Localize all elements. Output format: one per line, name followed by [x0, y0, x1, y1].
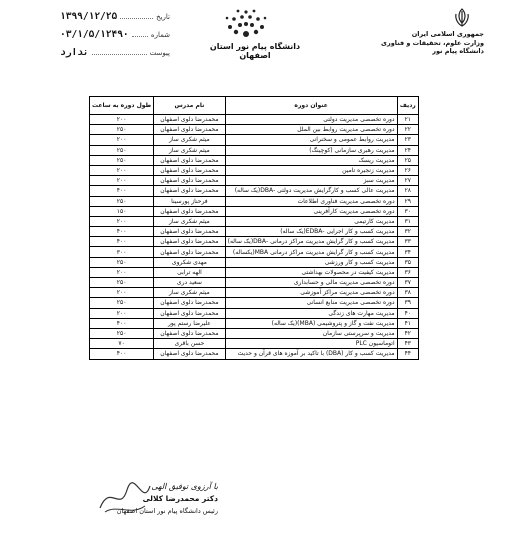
- course-title: مدیریت کسب و کار (DBA) با تاکید بر آموزه های قرآن و حدیث: [225, 349, 397, 359]
- header-duration: طول دوره به ساعت: [90, 97, 154, 115]
- signature-block: [98, 482, 218, 515]
- course-title: مدیریت و سرپرستی سازمان: [225, 328, 397, 338]
- table-row: [90, 318, 419, 328]
- course-duration: ۲۵۰: [90, 278, 154, 288]
- course-duration: ۴۰۰: [90, 318, 154, 328]
- teacher-name: محمدرضا دلوی اصفهان: [154, 165, 225, 175]
- teacher-name: محمدرضا دلوی اصفهان: [154, 298, 225, 308]
- row-number: ۳۶: [397, 267, 418, 277]
- table-row: [90, 349, 419, 359]
- teacher-name: محمدرضا دلوی اصفهان: [154, 206, 225, 216]
- table-row: [90, 328, 419, 338]
- course-title: مدیریت کارتیمی: [225, 216, 397, 226]
- table-row: [90, 216, 419, 226]
- table-row: [90, 298, 419, 308]
- row-number: ۲۴: [397, 145, 418, 155]
- number-label: شماره: [150, 31, 170, 39]
- teacher-name: الهه ترابی: [154, 267, 225, 277]
- course-duration: ۳۰۰: [90, 247, 154, 257]
- table-body: [90, 115, 419, 360]
- ministry-line-1: جمهوری اسلامی ایران: [411, 30, 484, 38]
- number-row: [60, 26, 170, 44]
- table-row: [90, 227, 419, 237]
- course-title: دوره تخصصی مدیریت دولتی: [225, 115, 397, 125]
- course-title: مدیریت نفت و گاز و پتروشیمی (MBA)(یک ساله): [225, 318, 397, 328]
- table-row: [90, 125, 419, 135]
- row-number: ۳۳: [397, 237, 418, 247]
- course-duration: ۲۰۰: [90, 267, 154, 277]
- teacher-name: محمدرضا دلوی اصفهان: [154, 227, 225, 237]
- row-number: ۳۲: [397, 227, 418, 237]
- attachment-value: ندارد: [60, 47, 89, 58]
- teacher-name: محمدرضا دلوی اصفهان: [154, 155, 225, 165]
- letter-meta: [60, 8, 170, 62]
- table-row: [90, 288, 419, 298]
- course-title: مدیریت مهارت های زندگی: [225, 308, 397, 318]
- course-title: مدیریت رهبری سازمانی (کوچینگ): [225, 145, 397, 155]
- row-number: ۴۲: [397, 328, 418, 338]
- course-duration: ۲۵۰: [90, 125, 154, 135]
- date-label: تاریخ: [156, 13, 170, 21]
- teacher-name: محمدرضا دلوی اصفهان: [154, 308, 225, 318]
- teacher-name: محمدرضا دلوی اصفهان: [154, 186, 225, 196]
- table-row: [90, 135, 419, 145]
- row-number: ۲۶: [397, 165, 418, 175]
- course-duration: ۷۰: [90, 339, 154, 349]
- course-title: مدیریت عالی کسب و کارگرایش مدیریت دولتی -DBA(یک ساله): [225, 186, 397, 196]
- course-duration: ۲۰۰: [90, 288, 154, 298]
- course-title: اتوماسیون PLC: [225, 339, 397, 349]
- ministry-line-3: دانشگاه پیام نور: [432, 47, 484, 55]
- row-number: ۳۴: [397, 247, 418, 257]
- course-duration: ۴۰۰: [90, 349, 154, 359]
- table-row: [90, 155, 419, 165]
- row-number: ۲۹: [397, 196, 418, 206]
- teacher-name: محمدرضا دلوی اصفهان: [154, 328, 225, 338]
- teacher-name: میثم شکری ساز: [154, 135, 225, 145]
- course-duration: ۲۰۰: [90, 176, 154, 186]
- row-number: ۲۲: [397, 125, 418, 135]
- table-row: [90, 257, 419, 267]
- table-header-row: [90, 97, 419, 115]
- row-number: ۲۵: [397, 155, 418, 165]
- row-number: ۴۱: [397, 318, 418, 328]
- table-row: [90, 206, 419, 216]
- course-duration: ۲۵۰: [90, 298, 154, 308]
- course-duration: ۲۰۰: [90, 308, 154, 318]
- course-duration: ۱۵۰: [90, 206, 154, 216]
- teacher-name: حسن باقری: [154, 339, 225, 349]
- course-title: مدیریت کسب و کار ورزشی: [225, 257, 397, 267]
- row-number: ۳۱: [397, 216, 418, 226]
- signature-name: دکتر محمدرضا کلالی: [142, 494, 218, 503]
- course-duration: ۲۰۰: [90, 216, 154, 226]
- course-duration: ۲۵۰: [90, 257, 154, 267]
- teacher-name: میثم شکری ساز: [154, 216, 225, 226]
- ministry-header: [364, 30, 484, 56]
- course-duration: ۲۵۰: [90, 196, 154, 206]
- row-number: ۲۷: [397, 176, 418, 186]
- course-duration: ۴۰۰: [90, 227, 154, 237]
- course-title: مدیریت کسب و کار گرایش مدیریت مراکز درمانی -DBA(یک ساله): [225, 237, 397, 247]
- course-title: مدیریت ریسک: [225, 155, 397, 165]
- ministry-line-2: وزارت علوم، تحقیقات و فناوری: [381, 38, 484, 47]
- table-row: [90, 186, 419, 196]
- dotted-line: [132, 36, 148, 37]
- courses-table: [89, 96, 419, 360]
- course-title: مدیریت روابط عمومی و سخنرانی: [225, 135, 397, 145]
- iran-emblem-icon: [452, 8, 472, 28]
- course-title: مدیریت سبز: [225, 176, 397, 186]
- table-row: [90, 247, 419, 257]
- course-duration: ۲۰۰: [90, 135, 154, 145]
- attachment-label: پیوست: [149, 49, 170, 57]
- teacher-name: فرحناز پورسینا: [154, 196, 225, 206]
- table-row: [90, 176, 419, 186]
- date-value: ۱۳۹۹/۱۲/۲۵: [60, 11, 118, 22]
- course-duration: ۲۵۰: [90, 145, 154, 155]
- dotted-line: [92, 54, 147, 55]
- attachment-row: [60, 44, 170, 62]
- row-number: ۳۵: [397, 257, 418, 267]
- course-title: مدیریت کسب و کار اجرایی -EDBA(یک ساله): [225, 227, 397, 237]
- course-duration: ۲۵۰: [90, 155, 154, 165]
- table-row: [90, 278, 419, 288]
- row-number: ۳۷: [397, 278, 418, 288]
- row-number: ۳۰: [397, 206, 418, 216]
- course-title: دوره تخصصی مدیریت کارآفرینی: [225, 206, 397, 216]
- header-num: ردیف: [397, 97, 418, 115]
- table-row: [90, 165, 419, 175]
- header-teacher: نام مدرس: [154, 97, 225, 115]
- signature-title: رئیس دانشگاه پیام نور استان اصفهان: [116, 507, 218, 515]
- row-number: ۳۹: [397, 298, 418, 308]
- course-duration: ۴۰۰: [90, 237, 154, 247]
- row-number: ۲۳: [397, 135, 418, 145]
- teacher-name: محمدرضا دلوی اصفهان: [154, 349, 225, 359]
- teacher-name: محمدرضا دلوی اصفهان: [154, 125, 225, 135]
- teacher-name: محمدرضا دلوی اصفهان: [154, 237, 225, 247]
- course-title: دوره تخصصی مدیریت مالی و حسابداری: [225, 278, 397, 288]
- teacher-name: محمدرضا دلوی اصفهان: [154, 247, 225, 257]
- table-row: [90, 145, 419, 155]
- course-duration: ۲۰۰: [90, 165, 154, 175]
- row-number: ۴۴: [397, 349, 418, 359]
- row-number: ۴۳: [397, 339, 418, 349]
- table-row: [90, 339, 419, 349]
- teacher-name: سعید دری: [154, 278, 225, 288]
- row-number: ۲۱: [397, 115, 418, 125]
- course-title: مدیریت زنجیره تامین: [225, 165, 397, 175]
- signature-greeting: با آرزوی توفیق الهی: [151, 482, 218, 491]
- course-duration: ۲۰۰: [90, 115, 154, 125]
- course-duration: ۴۰۰: [90, 186, 154, 196]
- table-row: [90, 115, 419, 125]
- teacher-name: علیرضا رستم پور: [154, 318, 225, 328]
- header-title: عنوان دوره: [225, 97, 397, 115]
- teacher-name: مهدی شکروی: [154, 257, 225, 267]
- table-row: [90, 267, 419, 277]
- course-title: مدیریت کیفیت در محصولات بهداشتی: [225, 267, 397, 277]
- university-name: دانشگاه پیام نور استان اصفهان: [209, 42, 301, 60]
- course-title: دوره تخصصی مدیریت فناوری اطلاعات: [225, 196, 397, 206]
- table-row: [90, 308, 419, 318]
- date-row: [60, 8, 170, 26]
- teacher-name: محمدرضا دلوی اصفهان: [154, 176, 225, 186]
- teacher-name: محمدرضا دلوی اصفهان: [154, 115, 225, 125]
- row-number: ۲۸: [397, 186, 418, 196]
- university-logo-icon: [222, 4, 270, 44]
- table-row: [90, 237, 419, 247]
- course-title: دوره تخصصی مدیریت مراکز آموزشی: [225, 288, 397, 298]
- table-row: [90, 196, 419, 206]
- number-value: ۰۳/۱/۵/۱۲۴۹۰: [60, 29, 129, 40]
- row-number: ۴۰: [397, 308, 418, 318]
- dotted-line: [120, 18, 153, 19]
- course-title: مدیریت کسب و کار گرایش مدیریت مراکز درمانی MBA(یکساله): [225, 247, 397, 257]
- course-title: دوره تخصصی مدیریت روابط بین الملل: [225, 125, 397, 135]
- teacher-name: میثم شکری ساز: [154, 288, 225, 298]
- course-duration: ۲۵۰: [90, 328, 154, 338]
- course-title: دوره تخصصی مدیریت منابع انسانی: [225, 298, 397, 308]
- teacher-name: میثم شکری ساز: [154, 145, 225, 155]
- row-number: ۳۸: [397, 288, 418, 298]
